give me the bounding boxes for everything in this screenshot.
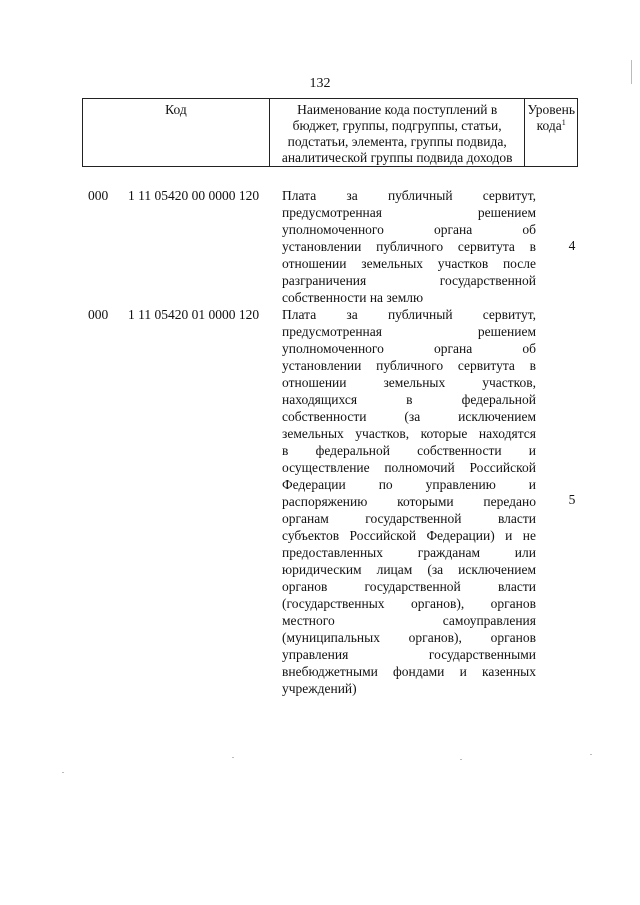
description-line: собственности на землю [282, 290, 424, 305]
description-line: находящихся в федеральной [282, 392, 536, 407]
description-line: местного самоуправления [282, 613, 536, 628]
description-line: субъектов Российской Федерации) и не [282, 528, 536, 543]
scan-speck [232, 757, 234, 758]
income-description [282, 306, 536, 697]
description-line: (муниципальных органов), органов [282, 630, 536, 645]
admin-code: 000 [88, 307, 109, 322]
budget-code: 1 11 05420 01 0000 120 [128, 307, 260, 322]
description-line: отношении земельных участков после [282, 256, 536, 271]
scan-speck [460, 759, 462, 760]
level-value: 4 [568, 238, 576, 253]
income-description [282, 187, 536, 306]
description-line: внебюджетными фондами и казенных [282, 664, 536, 679]
header-code-cell [83, 99, 270, 167]
scan-speck [590, 754, 592, 755]
description-line: (государственных органов), органов [282, 596, 536, 611]
budget-code: 1 11 05420 00 0000 120 [128, 188, 260, 203]
description-line: установлении публичного сервитута в [282, 358, 536, 373]
header-name-cell [269, 99, 525, 167]
description-line: органам государственной власти [282, 511, 536, 526]
description-line: уполномоченного органа об [282, 341, 536, 356]
description-line: Плата за публичный сервитут, [282, 188, 536, 203]
description-line: предусмотренная решением [282, 205, 536, 220]
description-line: установлении публичного сервитута в [282, 239, 536, 254]
description-line: земельных участков, которые находятся [282, 426, 536, 441]
description-line: в федеральной собственности и [282, 443, 536, 458]
description-line: предусмотренная решением [282, 324, 536, 339]
description-line: распоряжению которыми передано [282, 494, 536, 509]
header-code-label: Код [165, 102, 187, 117]
description-line: управления государственными [282, 647, 536, 662]
scan-speck [62, 772, 64, 773]
header-name-label: Наименование кода поступлений в бюджет, группы, подгруппы, статьи, подстатьи, элемента, группы подвида, аналитической группы подвида доходов [281, 102, 513, 165]
header-level-cell [525, 99, 578, 167]
description-line: Федерации по управлению и [282, 477, 536, 492]
description-line: разграничения государственной [282, 273, 536, 288]
scan-edge-mark [631, 60, 632, 84]
description-line: учреждений) [282, 681, 357, 696]
header-level-label: Уровень кода [527, 102, 575, 133]
header-level-footnote: 1 [561, 118, 566, 127]
description-line: юридическим лицам (за исключением [282, 562, 536, 577]
admin-code: 000 [88, 188, 109, 203]
description-line: осуществление полномочий Российской [282, 460, 536, 475]
description-line: отношении земельных участков, [282, 375, 536, 390]
level-value: 5 [568, 492, 576, 507]
description-line: Плата за публичный сервитут, [282, 307, 536, 322]
table-header [82, 98, 578, 167]
description-line: предоставленных гражданам или [282, 545, 536, 560]
description-line: собственности (за исключением [282, 409, 536, 424]
description-line: уполномоченного органа об [282, 222, 536, 237]
description-line: органов государственной власти [282, 579, 536, 594]
page-number: 132 [309, 76, 331, 91]
